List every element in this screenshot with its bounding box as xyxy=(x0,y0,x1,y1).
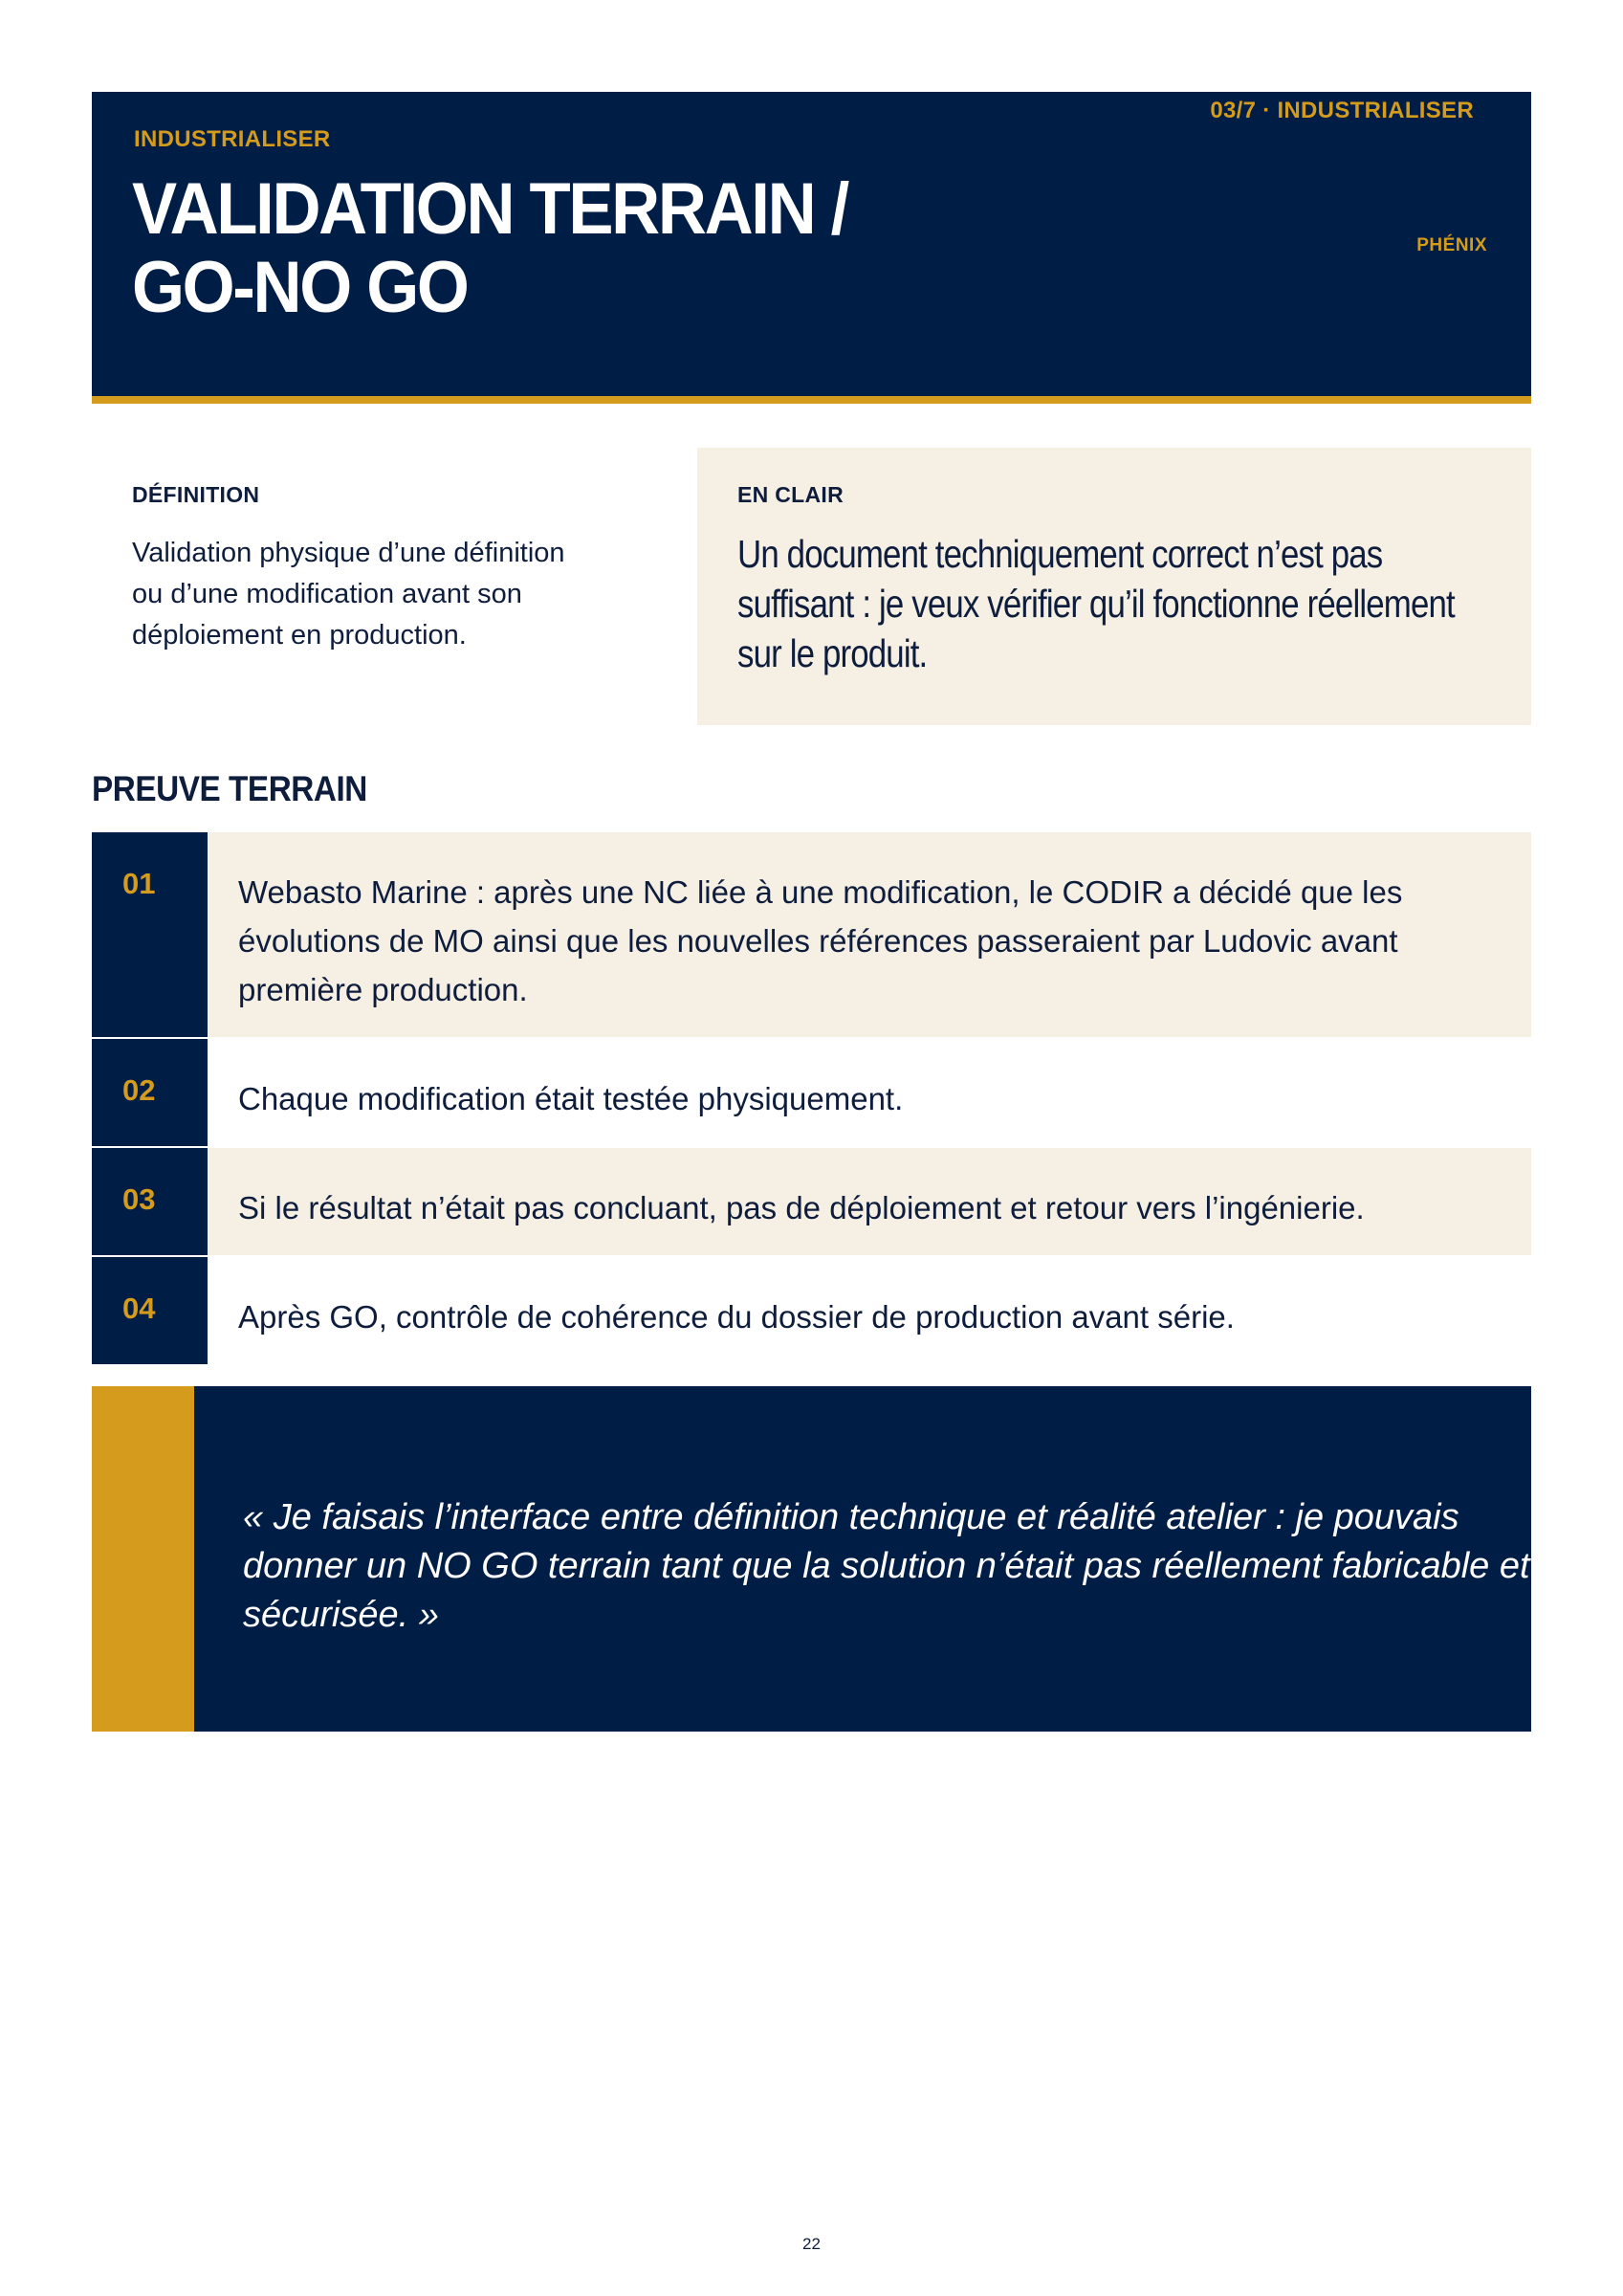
section-label: INDUSTRIALISER xyxy=(134,126,331,152)
proof-item xyxy=(92,1037,1531,1146)
proof-heading: PREUVE TERRAIN xyxy=(92,769,367,808)
definition-text: Validation physique d’une définition ou d’une modification avant son déploiement en production. xyxy=(132,538,565,651)
proof-item-text: Si le résultat n’était pas concluant, pas de déploiement et retour vers l’ingénierie. xyxy=(208,1148,1531,1255)
proof-list xyxy=(92,832,1531,1364)
quote-text: « Je faisais l’interface entre définition technique et réalité atelier : je pouvais donner un NO GO terrain tant que la solution n’était pas réellement fabricable et sécurisée. » xyxy=(243,1497,1530,1635)
proof-item-text: Après GO, contrôle de cohérence du dossier de production avant série. xyxy=(208,1257,1531,1364)
en-clair-text: Un document techniquement correct n’est pas suffisant : je veux vérifier qu’il fonctionne réellement sur le produit. xyxy=(737,532,1455,675)
brand-label: PHÉNIX xyxy=(1416,235,1487,255)
definition-label: DÉFINITION xyxy=(132,482,260,507)
quote-accent-bar xyxy=(92,1386,194,1732)
proof-item-number: 02 xyxy=(92,1039,208,1146)
proof-item xyxy=(92,1255,1531,1364)
en-clair-block xyxy=(697,448,1531,725)
page-number: 22 xyxy=(802,2235,821,2253)
proof-item-number: 01 xyxy=(92,832,208,1037)
page-title: VALIDATION TERRAIN / GO-NO GO xyxy=(132,168,847,328)
page-tag: 03/7 · INDUSTRIALISER xyxy=(1210,98,1474,123)
proof-item-number: 04 xyxy=(92,1257,208,1364)
proof-item-text: Chaque modification était testée physiquement. xyxy=(208,1039,1531,1146)
proof-item-text: Webasto Marine : après une NC liée à une modification, le CODIR a décidé que les évolutions de MO ainsi que les nouvelles références passeraient par Ludovic avant première production. xyxy=(208,832,1531,1037)
quote-block xyxy=(92,1386,1531,1732)
en-clair-label: EN CLAIR xyxy=(737,482,844,507)
definition-block xyxy=(92,448,685,725)
page-header xyxy=(92,92,1531,404)
proof-item xyxy=(92,832,1531,1037)
proof-item-number: 03 xyxy=(92,1148,208,1255)
proof-item xyxy=(92,1146,1531,1255)
